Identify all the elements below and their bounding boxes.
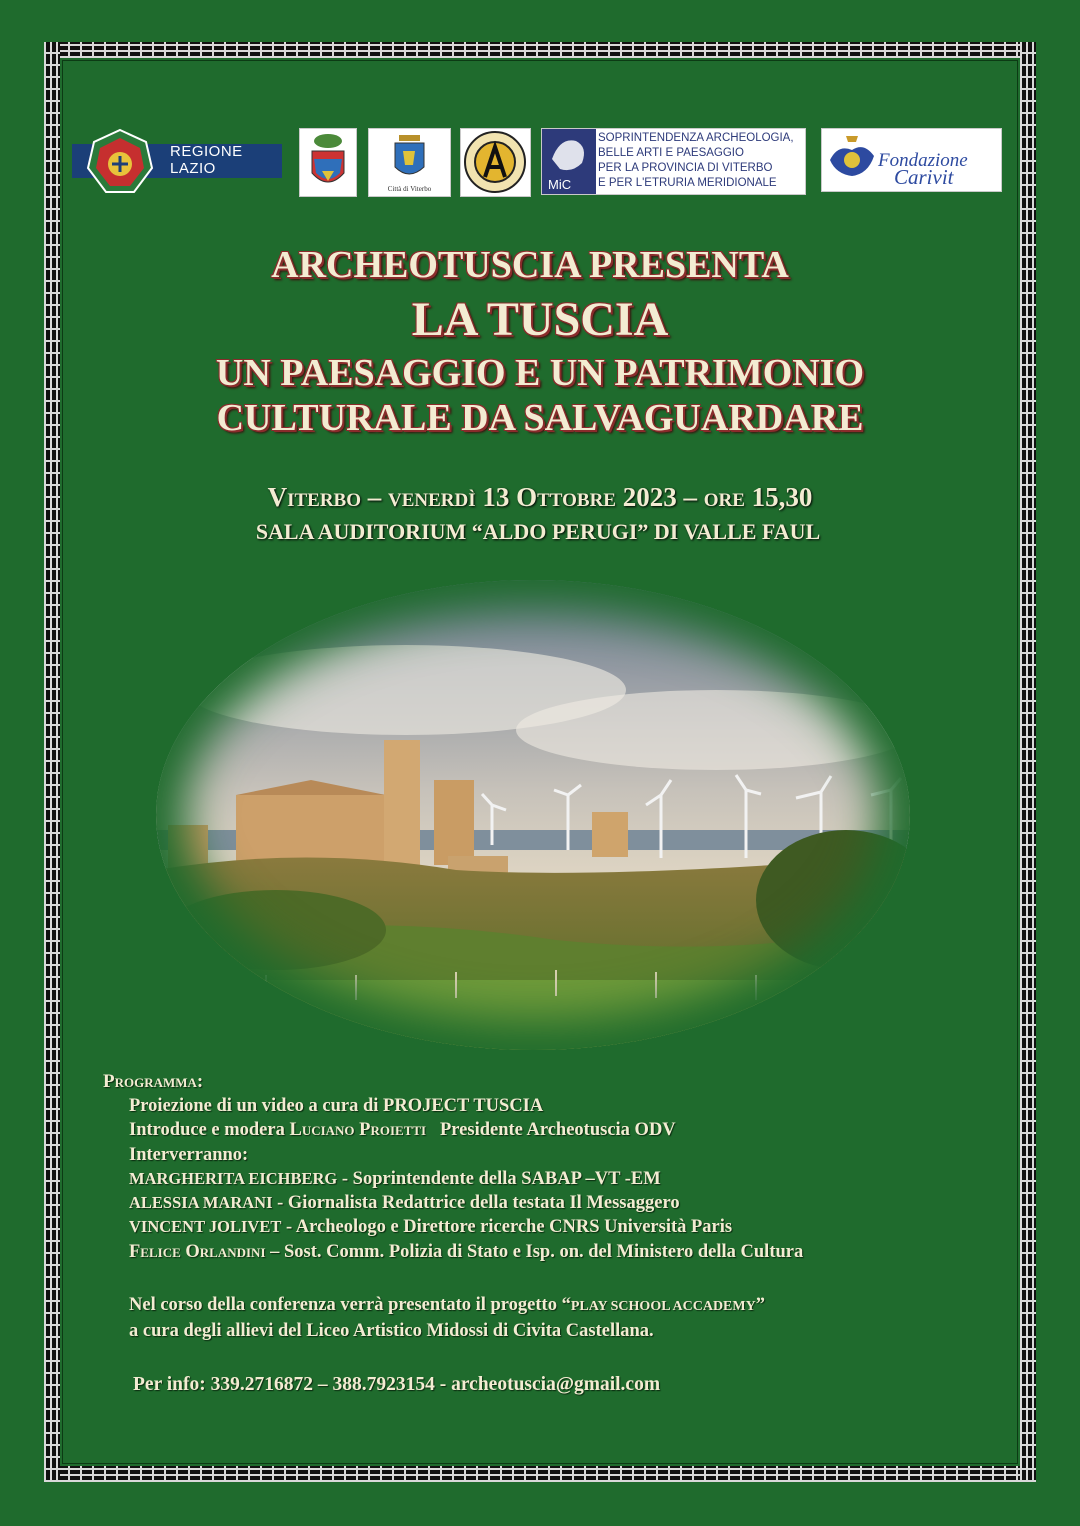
regione-lazio-text bbox=[170, 143, 243, 177]
lazio-label: LAZIO bbox=[170, 160, 216, 177]
archeotuscia-logo bbox=[460, 128, 531, 197]
lazio-emblem-icon bbox=[86, 128, 154, 196]
title-presenta: ARCHEOTUSCIA PRESENTA bbox=[271, 244, 789, 286]
fondazione-carivit-logo bbox=[821, 128, 1002, 192]
fondazione-emblem-icon bbox=[824, 130, 880, 192]
regione-lazio-logo bbox=[72, 128, 282, 196]
title-subtitle-1: UN PAESAGGIO E UN PATRIMONIO bbox=[215, 352, 865, 394]
regione-label: REGIONE bbox=[170, 143, 243, 160]
speaker-row: ALESSIA MARANI - Giornalista Redattrice della testata Il Messaggero bbox=[129, 1193, 680, 1214]
speaker-row: Felice Orlandini – Sost. Comm. Polizia di Stato e Isp. on. del Ministero della Cultura bbox=[129, 1241, 804, 1262]
viterbo-caption: Città di Viterbo bbox=[387, 185, 432, 193]
program-heading: Programma: bbox=[103, 1071, 204, 1092]
fondazione-text: Fondazione Carivit bbox=[878, 150, 968, 189]
svg-text:MiC: MiC bbox=[548, 177, 572, 192]
program-line-video: Proiezione di un video a cura di PROJECT TUSCIA bbox=[129, 1096, 544, 1116]
title-la-tuscia: LA TUSCIA bbox=[411, 293, 669, 346]
tuscania-landscape-image bbox=[156, 580, 910, 1050]
citta-viterbo-logo bbox=[368, 128, 451, 197]
speaker-row: MARGHERITA EICHBERG - Soprintendente della SABAP –VT -EM bbox=[129, 1168, 661, 1189]
soprintendenza-text: SOPRINTENDENZA ARCHEOLOGIA, BELLE ARTI E PAESAGGIO PER LA PROVINCIA DI VITERBO E PER L'ETRURIA MERIDIONALE bbox=[598, 132, 794, 189]
contact-info: Per info: 339.2716872 – 388.7923154 - archeotuscia@gmail.com bbox=[133, 1374, 661, 1395]
note-line-2: a cura degli allievi del Liceo Artistico Midossi di Civita Castellana. bbox=[129, 1321, 654, 1342]
speaker-row: VINCENT JOLIVET - Archeologo e Direttore ricerche CNRS Università Paris bbox=[129, 1217, 733, 1238]
program-list bbox=[129, 1094, 803, 1264]
soprintendenza-logo bbox=[541, 128, 806, 195]
crest-icon bbox=[300, 129, 356, 196]
program-line-moderator: Introduce e modera Luciano Proietti Presidente Archeotuscia ODV bbox=[129, 1120, 676, 1141]
archeotuscia-emblem-icon bbox=[461, 129, 530, 196]
greek-border-bottom bbox=[44, 1466, 1036, 1482]
conference-note bbox=[129, 1293, 765, 1344]
mic-icon bbox=[542, 129, 596, 194]
viterbo-crest-icon bbox=[369, 129, 450, 185]
greek-border-top bbox=[44, 42, 1036, 58]
program-line-speakers-heading: Interverranno: bbox=[129, 1144, 249, 1165]
title-subtitle-2: CULTURALE DA SALVAGUARDARE bbox=[216, 397, 864, 439]
note-line-1: Nel corso della conferenza verrà presentato il progetto “PLAY SCHOOL ACCADEMY” bbox=[129, 1295, 765, 1315]
provincia-crest-logo bbox=[299, 128, 357, 197]
event-venue: SALA AUDITORIUM “ALDO PERUGI” DI VALLE FAUL bbox=[255, 519, 821, 544]
landscape-photo bbox=[156, 580, 910, 1050]
event-date: Viterbo – venerdì 13 Ottobre 2023 – ore 15,30 bbox=[267, 482, 813, 512]
